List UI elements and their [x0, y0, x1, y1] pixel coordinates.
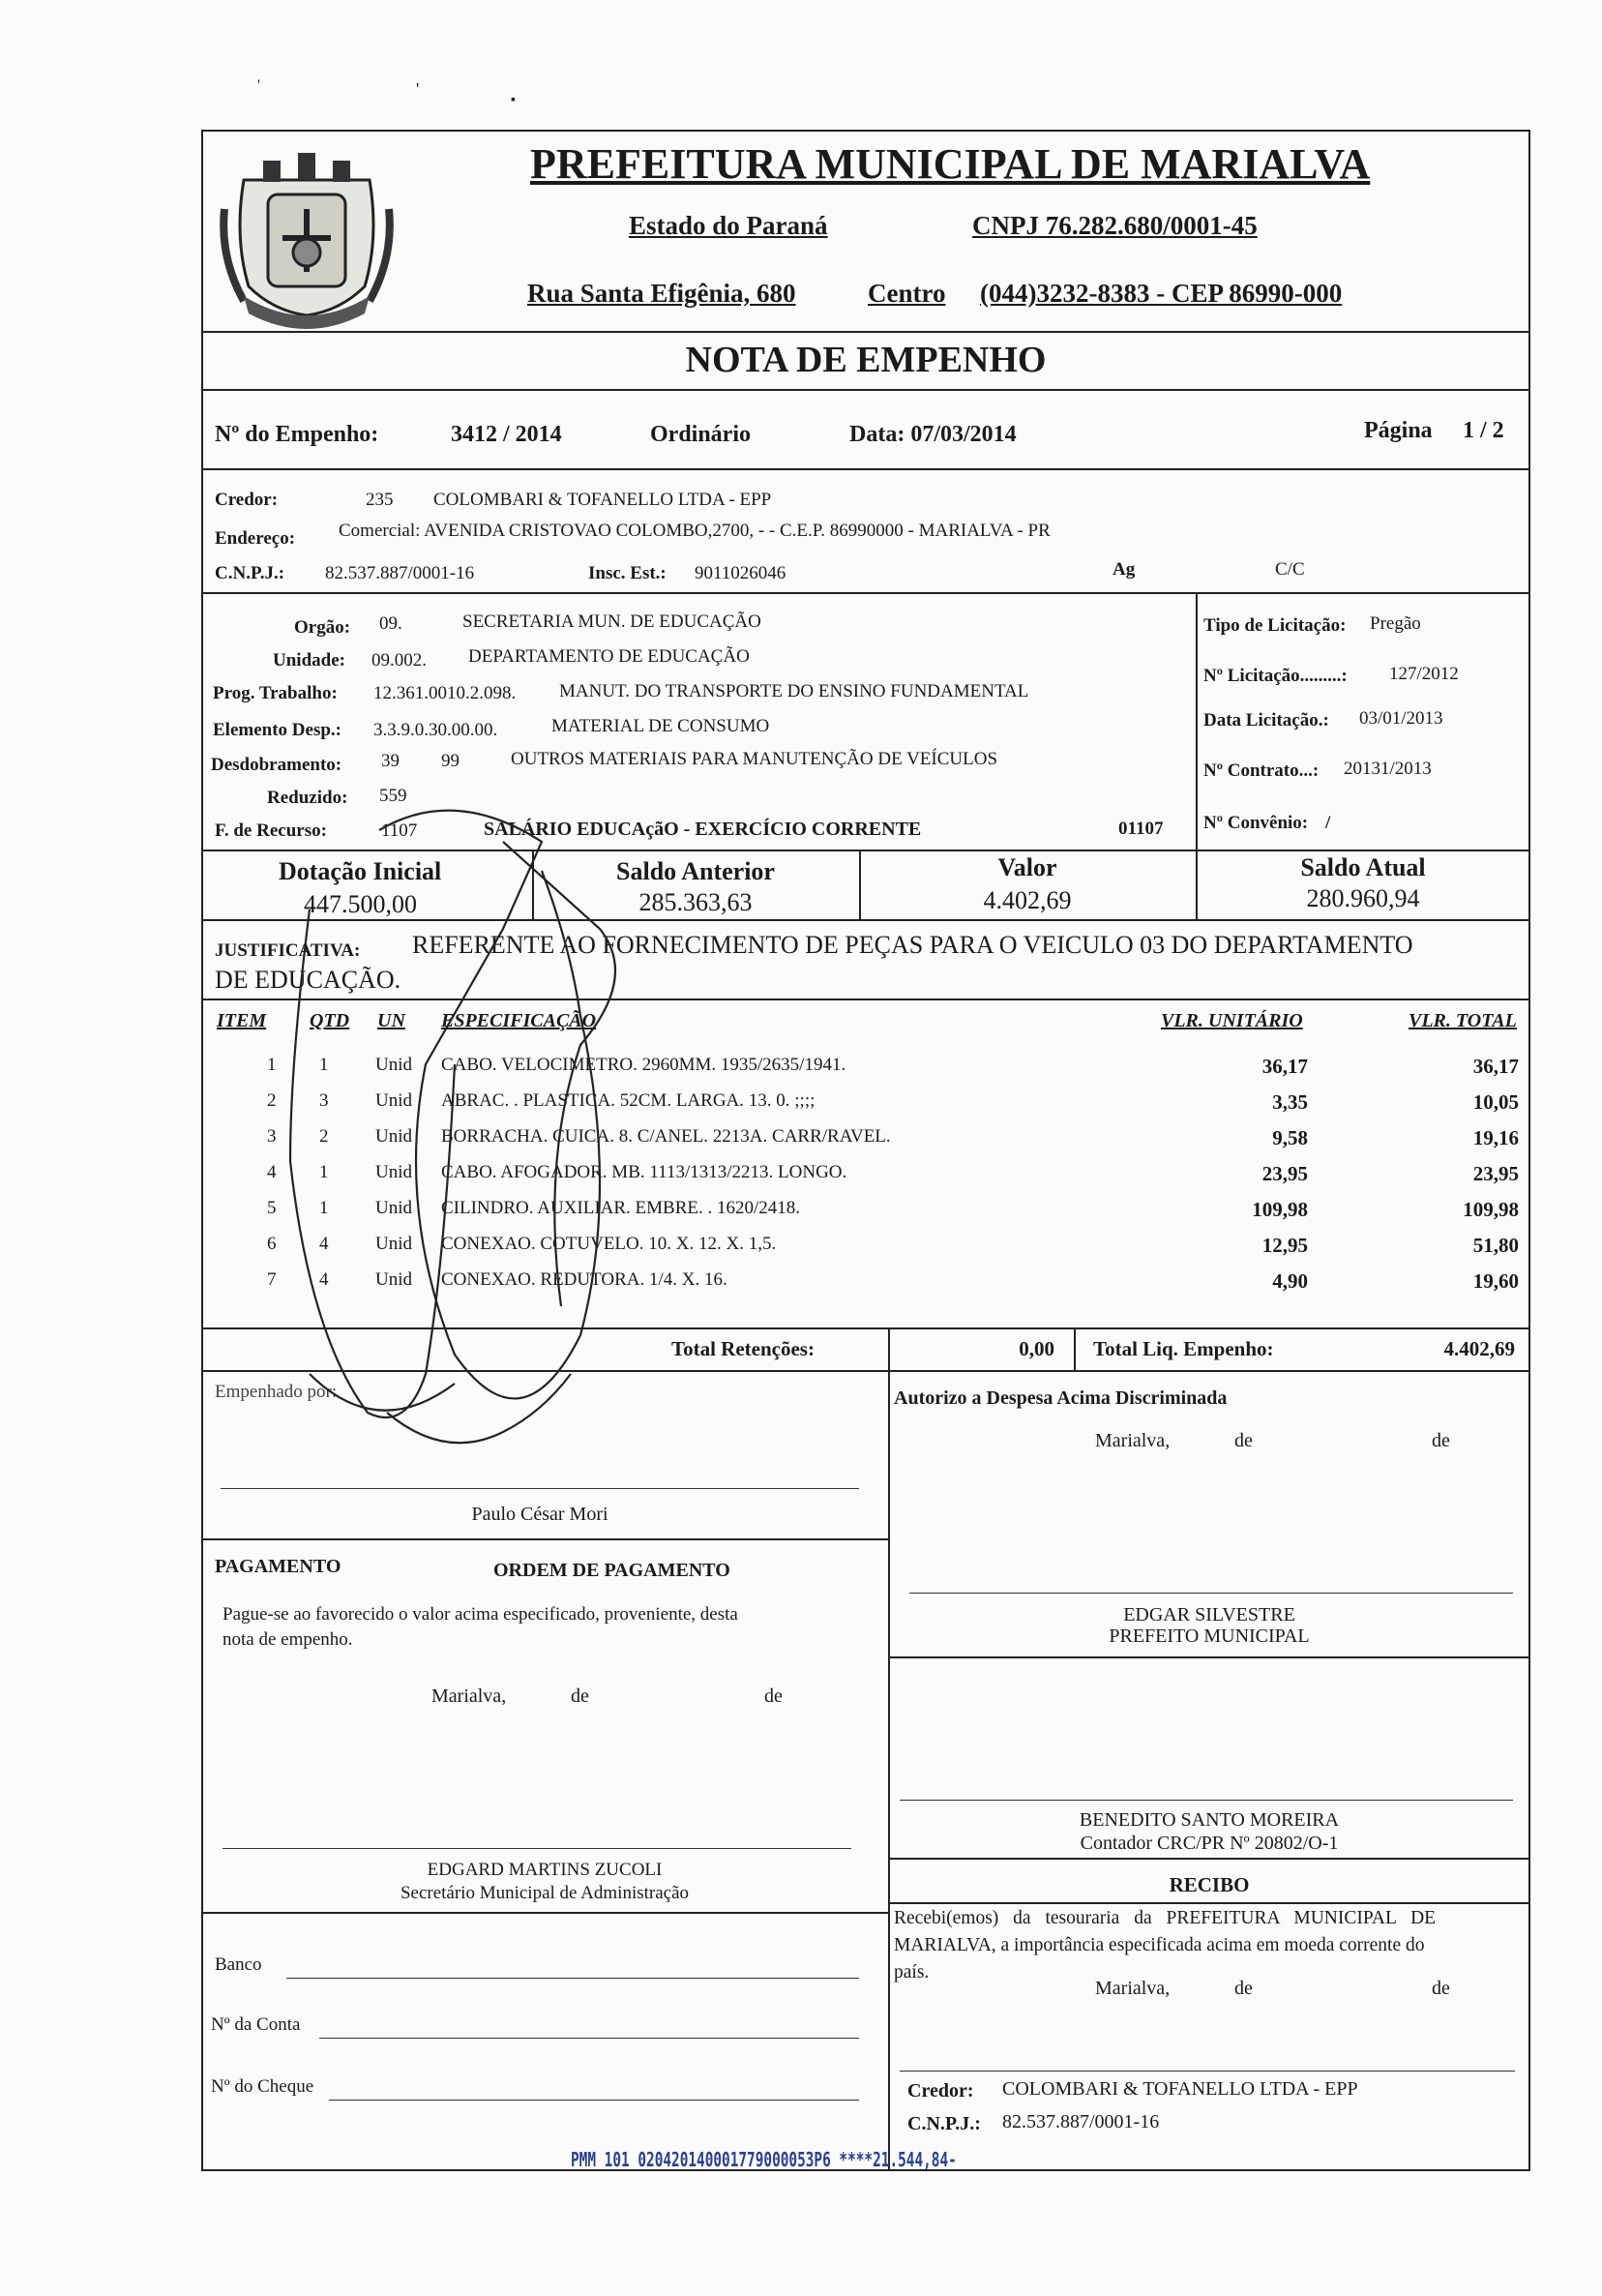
prog-label: Prog. Trabalho:: [213, 683, 338, 703]
valor-value: 4.402,69: [983, 886, 1072, 914]
autorizo-city: Marialva,: [1095, 1430, 1171, 1451]
item-unit: 36,17: [1261, 1055, 1308, 1078]
endereco-label: Endereço:: [215, 528, 296, 549]
item-total: 19,60: [1472, 1269, 1519, 1293]
justificativa-text-1: REFERENTE AO FORNECIMENTO DE PEÇAS PARA O VEICULO 03 DO DEPARTAMENTO: [412, 931, 1413, 959]
item-qtd: 1: [319, 1055, 329, 1075]
pagamento-de-2: de: [764, 1685, 783, 1707]
item-total: 10,05: [1472, 1090, 1519, 1114]
contrato-value: 20131/2013: [1344, 759, 1432, 779]
total-liq-label: Total Liq. Empenho:: [1093, 1337, 1274, 1360]
fonte-code: 1107: [381, 820, 418, 841]
saldo-atual-label: Saldo Atual: [1300, 853, 1426, 881]
fonte-value: SALÁRIO EDUCAçãO - EXERCÍCIO CORRENTE: [484, 819, 922, 840]
scan-mark: ▪: [511, 93, 516, 107]
prefeito-role: PREFEITO MUNICIPAL: [1109, 1625, 1310, 1647]
desd-b: 99: [441, 751, 460, 771]
prefeito-name: EDGAR SILVESTRE: [1123, 1604, 1295, 1625]
contador-name: BENEDITO SANTO MOREIRA: [1079, 1809, 1340, 1831]
unidade-value: DEPARTAMENTO DE EDUCAÇÃO: [468, 646, 750, 667]
header-district: Centro: [868, 279, 946, 308]
item-total: 23,95: [1472, 1162, 1519, 1185]
item-total: 36,17: [1472, 1055, 1519, 1078]
licitacao-number-label: Nº Licitação.........:: [1203, 666, 1348, 686]
secretario-name: EDGARD MARTINS ZUCOLI: [427, 1860, 663, 1880]
empenho-number: 3412 / 2014: [451, 422, 562, 447]
prog-code: 12.361.0010.2.098.: [373, 683, 517, 703]
insc-label: Insc. Est.:: [588, 563, 667, 583]
scan-mark: ': [257, 77, 260, 94]
item-item: 3: [267, 1126, 277, 1147]
ordem-pagamento-label: ORDEM DE PAGAMENTO: [493, 1560, 730, 1581]
item-desc: CONEXAO. COTUVELO. 10. X. 12. X. 1,5.: [441, 1234, 777, 1254]
item-unit: 3,35: [1272, 1090, 1308, 1114]
item-unit: 23,95: [1261, 1162, 1308, 1185]
empenho-date: Data: 07/03/2014: [849, 422, 1017, 447]
convenio-value: /: [1325, 813, 1331, 833]
conta-label: Nº da Conta: [211, 2014, 301, 2035]
secretario-role: Secretário Municipal de Administração: [400, 1883, 690, 1903]
item-desc: CABO. AFOGADOR. MB. 1113/1313/2213. LONGO.: [441, 1162, 847, 1182]
item-un: Unid: [375, 1126, 412, 1147]
fonte-label: F. de Recurso:: [215, 820, 327, 841]
insc-value: 9011026046: [695, 563, 786, 583]
item-qtd: 1: [319, 1198, 329, 1218]
item-item: 7: [267, 1269, 277, 1290]
header-address: Rua Santa Efigênia, 680: [527, 279, 796, 308]
desd-a: 39: [381, 751, 400, 771]
col-qtd: QTD: [310, 1010, 350, 1031]
credor-label: Credor:: [215, 490, 279, 510]
reduzido-value: 559: [379, 786, 407, 806]
item-total: 109,98: [1463, 1198, 1519, 1221]
item-total: 51,80: [1472, 1234, 1519, 1257]
item-qtd: 2: [319, 1126, 329, 1147]
col-vlr-total: VLR. TOTAL: [1409, 1010, 1517, 1031]
item-un: Unid: [375, 1198, 412, 1218]
col-item: ITEM: [217, 1010, 267, 1031]
recibo-cnpj-value: 82.537.887/0001-16: [1002, 2111, 1160, 2132]
pagamento-text-2: nota de empenho.: [222, 1629, 353, 1650]
reduzido-label: Reduzido:: [267, 788, 348, 808]
recibo-text-3: país.: [894, 1962, 930, 1983]
item-un: Unid: [375, 1234, 412, 1254]
header-state: Estado do Paraná: [629, 211, 828, 240]
item-desc: ABRAC. . PLASTICA. 52CM. LARGA. 13. 0. ;;;;: [441, 1090, 816, 1111]
municipal-crest-icon: [215, 141, 399, 335]
contrato-label: Nº Contrato...:: [1203, 760, 1320, 781]
recibo-text-1: Recebi(emos) da tesouraria da PREFEITURA MUNICIPAL DE: [894, 1908, 1437, 1928]
tipo-licitacao-value: Pregão: [1370, 613, 1421, 634]
total-retencoes-value: 0,00: [1019, 1337, 1054, 1360]
pagamento-de-1: de: [571, 1685, 589, 1707]
unidade-code: 09.002.: [371, 650, 427, 671]
item-un: Unid: [375, 1055, 412, 1075]
credor-name: COLOMBARI & TOFANELLO LTDA - EPP: [433, 490, 772, 510]
saldo-atual-value: 280.960,94: [1306, 884, 1420, 912]
justificativa-label: JUSTIFICATIVA:: [215, 940, 361, 961]
credor-code: 235: [366, 490, 394, 510]
item-unit: 9,58: [1272, 1126, 1308, 1149]
ag-label: Ag: [1112, 559, 1136, 580]
cnpj-label: C.N.P.J.:: [215, 563, 285, 583]
dotacao-value: 447.500,00: [304, 890, 417, 918]
header-phone-cep: (044)3232-8383 - CEP 86990-000: [980, 279, 1343, 308]
page-title: PREFEITURA MUNICIPAL DE MARIALVA: [530, 140, 1371, 188]
col-especificacao: ESPECIFICAÇÃO: [441, 1010, 597, 1031]
item-qtd: 4: [319, 1234, 329, 1254]
footer-code: PMM 101 020420140001779000053P6 ****21.544,84-: [571, 2148, 957, 2171]
item-desc: CABO. VELOCIMETRO. 2960MM. 1935/2635/1941.: [441, 1055, 846, 1075]
recibo-title: RECIBO: [1169, 1873, 1250, 1896]
item-unit: 12,95: [1261, 1234, 1308, 1257]
autorizo-de-2: de: [1432, 1430, 1450, 1451]
col-vlr-unitario: VLR. UNITÁRIO: [1161, 1010, 1303, 1031]
item-item: 2: [267, 1090, 277, 1111]
orgao-code: 09.: [379, 613, 402, 634]
prog-value: MANUT. DO TRANSPORTE DO ENSINO FUNDAMENTAL: [559, 681, 1029, 701]
fonte-number: 01107: [1118, 819, 1164, 839]
pagamento-text-1: Pague-se ao favorecido o valor acima especificado, proveniente, desta: [222, 1604, 738, 1625]
justificativa-text-2: DE EDUCAÇÃO.: [215, 966, 401, 994]
item-item: 1: [267, 1055, 277, 1075]
valor-label: Valor: [997, 853, 1057, 881]
recibo-de-2: de: [1432, 1978, 1450, 1999]
item-desc: CONEXAO. REDUTORA. 1/4. X. 16.: [441, 1269, 727, 1290]
empenhado-label: Empenhado por:: [215, 1382, 338, 1402]
desd-label: Desdobramento:: [211, 755, 342, 775]
page-number: 1 / 2: [1463, 418, 1504, 443]
autorizo-label: Autorizo a Despesa Acima Discriminada: [894, 1387, 1228, 1409]
item-item: 4: [267, 1162, 277, 1182]
unidade-label: Unidade:: [273, 650, 345, 671]
item-qtd: 3: [319, 1090, 329, 1111]
dotacao-label: Dotação Inicial: [279, 857, 442, 885]
page-label: Página: [1364, 418, 1433, 443]
item-unit: 4,90: [1272, 1269, 1308, 1293]
item-desc: CILINDRO. AUXILIAR. EMBRE. . 1620/2418.: [441, 1198, 801, 1218]
endereco-value: Comercial: AVENIDA CRISTOVAO COLOMBO,2700, - - C.E.P. 86990000 - MARIALVA - PR: [339, 521, 1051, 541]
orgao-value: SECRETARIA MUN. DE EDUCAÇÃO: [462, 611, 761, 632]
item-item: 5: [267, 1198, 277, 1218]
cc-label: C/C: [1275, 559, 1305, 580]
recibo-de-1: de: [1234, 1978, 1253, 1999]
elem-value: MATERIAL DE CONSUMO: [551, 716, 770, 736]
convenio-label: Nº Convênio:: [1203, 813, 1309, 833]
recibo-credor-label: Credor:: [907, 2080, 974, 2102]
licitacao-number-value: 127/2012: [1389, 664, 1459, 684]
data-licitacao-label: Data Licitação.:: [1203, 710, 1329, 731]
total-liq-value: 4.402,69: [1443, 1337, 1515, 1360]
item-qtd: 1: [319, 1162, 329, 1182]
total-retencoes-label: Total Retenções:: [671, 1337, 815, 1360]
doc-title: NOTA DE EMPENHO: [685, 340, 1047, 380]
orgao-label: Orgão:: [294, 617, 351, 638]
item-total: 19,16: [1472, 1126, 1519, 1149]
item-un: Unid: [375, 1269, 412, 1290]
saldo-anterior-label: Saldo Anterior: [616, 857, 775, 885]
item-item: 6: [267, 1234, 277, 1254]
item-un: Unid: [375, 1162, 412, 1182]
empenho-type: Ordinário: [650, 422, 752, 447]
recibo-credor-value: COLOMBARI & TOFANELLO LTDA - EPP: [1002, 2078, 1358, 2100]
elem-label: Elemento Desp.:: [213, 720, 341, 740]
item-desc: BORRACHA. CUICA. 8. C/ANEL. 2213A. CARR/RAVEL.: [441, 1126, 891, 1147]
scan-mark: ': [416, 79, 420, 99]
saldo-anterior-value: 285.363,63: [638, 888, 753, 916]
empenhado-name: Paulo César Mori: [471, 1504, 608, 1525]
header-cnpj: CNPJ 76.282.680/0001-45: [972, 211, 1258, 240]
recibo-city: Marialva,: [1095, 1978, 1171, 1999]
autorizo-de-1: de: [1234, 1430, 1253, 1451]
cheque-label: Nº do Cheque: [211, 2076, 314, 2097]
tipo-licitacao-label: Tipo de Licitação:: [1203, 615, 1347, 636]
pagamento-city: Marialva,: [431, 1685, 507, 1707]
banco-label: Banco: [215, 1954, 262, 1975]
recibo-cnpj-label: C.N.P.J.:: [907, 2113, 981, 2134]
item-unit: 109,98: [1252, 1198, 1308, 1221]
pagamento-label: PAGAMENTO: [215, 1556, 341, 1577]
desd-value: OUTROS MATERIAIS PARA MANUTENÇÃO DE VEÍCULOS: [511, 749, 998, 769]
elem-code: 3.3.9.0.30.00.00.: [373, 720, 498, 740]
cnpj-value: 82.537.887/0001-16: [325, 563, 475, 583]
data-licitacao-value: 03/01/2013: [1359, 708, 1443, 729]
empenho-label: Nº do Empenho:: [215, 422, 379, 447]
recibo-text-2: MARIALVA, a importância especificada acima em moeda corrente do: [894, 1935, 1425, 1955]
col-un: UN: [377, 1010, 405, 1031]
contador-role: Contador CRC/PR Nº 20802/O-1: [1080, 1833, 1339, 1854]
item-qtd: 4: [319, 1269, 329, 1290]
item-un: Unid: [375, 1090, 412, 1111]
